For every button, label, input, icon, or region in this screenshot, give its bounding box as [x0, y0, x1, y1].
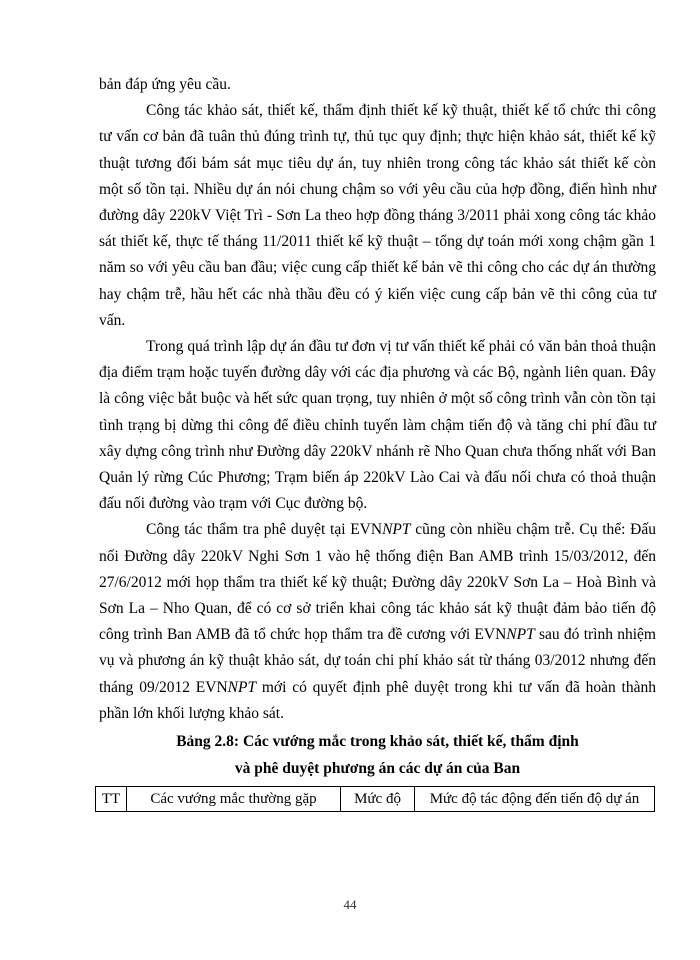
npt-italic: NPT [506, 626, 535, 644]
page-number: 44 [343, 897, 357, 912]
npt-italic: NPT [382, 521, 411, 539]
table-header-row [96, 787, 655, 812]
header-issues: Các vướng mắc thường gặp [127, 787, 341, 812]
paragraph-approval [99, 517, 656, 727]
paragraph-investment-planning: Trong quá trình lập dự án đầu tư đơn vị tư vấn thiết kế phải có văn bản thoả thuận địa điểm trạm hoặc tuyến đường dây với các địa phương và các Bộ, ngành liên quan. Đây là công việc bắt buộc và hết sức quan trọng, tuy nhiên ở một số công trình vẫn còn tồn tại tình trạng bị dừng thi công để điều chỉnh tuyến làm chậm tiến độ và tăng chi phí đầu tư xây dựng công trình như Đường dây 220kV nhánh rẽ Nho Quan chưa thống nhất với Ban Quản lý rừng Cúc Phương; Trạm biến áp 220kV Lào Cai và đấu nối chưa có thoả thuận đấu nối đường vào trạm với Cục đường bộ. [99, 338, 656, 513]
page-content [99, 72, 656, 812]
table-caption-line2: và phê duyệt phương án các dự án của Ban [234, 759, 521, 777]
paragraph-continuation: bản đáp ứng yêu cầu. [99, 76, 231, 93]
npt-italic: NPT [227, 678, 257, 696]
table-caption [99, 729, 656, 782]
table-caption-line1: Bảng 2.8: Các vướng mắc trong khảo sát, thiết kế, thẩm định [176, 733, 579, 751]
issues-table [95, 786, 655, 812]
header-level: Mức độ [341, 787, 415, 812]
para4-lead: Công tác thẩm tra phê duyệt tại EVN [146, 521, 383, 539]
header-impact: Mức độ tác động đến tiến độ dự án [415, 787, 655, 812]
paragraph-survey-design: Công tác khảo sát, thiết kế, thẩm định thiết kế kỹ thuật, thiết kế tổ chức thi công tư vấn cơ bản đã tuân thủ đúng trình tự, thủ tục quy định; thực hiện khảo sát, thiết kế kỹ thuật tương đối bám sát mục tiêu dự án, tuy nhiên trong công tác khảo sát thiết kế còn một số tồn tại. Nhiều dự án nói chung chậm so với yêu cầu của hợp đồng, điển hình như đường dây 220kV Việt Trì - Sơn La theo hợp đồng tháng 3/2011 phải xong công tác khảo sát thiết kế, thực tế tháng 11/2011 thiết kế kỹ thuật – tổng dự toán mới xong chậm gần 1 năm so với yêu cầu ban đầu; việc cung cấp thiết kế bản vẽ thi công cho các dự án thường hay chậm trễ, hầu hết các nhà thầu đều có ý kiến việc cung cấp bản vẽ thi công của tư vấn. [99, 102, 656, 329]
header-tt: TT [96, 787, 127, 812]
para4-part2: cũng còn nhiều chậm trễ. Cụ thể: Đấu nối Đường dây 220kV Nghi Sơn 1 vào hệ thống điện Ban AMB trình 15/03/2012, đến 27/6/2012 mới họp thẩm tra thiết kế kỹ thuật; Đường dây 220kV Sơn La – Hoà Bình và Sơn La – Nho Quan, để có cơ sở triển khai công tác khảo sát kỹ thuật đảm bảo tiến độ công trình Ban AMB đã tổ chức họp thẩm tra đề cương với EVN [99, 521, 656, 644]
para4-part3: sau đó trình nhiệm vụ và phương án kỹ thuật khảo sát, dự toán chi phí khảo sát từ tháng 03/2012 nhưng đến tháng 09/2012 EVN [99, 626, 656, 696]
para4-part4: mới có quyết định phê duyệt trong khi tư vấn đã hoàn thành phần lớn khối lượng khảo sát. [99, 678, 656, 722]
